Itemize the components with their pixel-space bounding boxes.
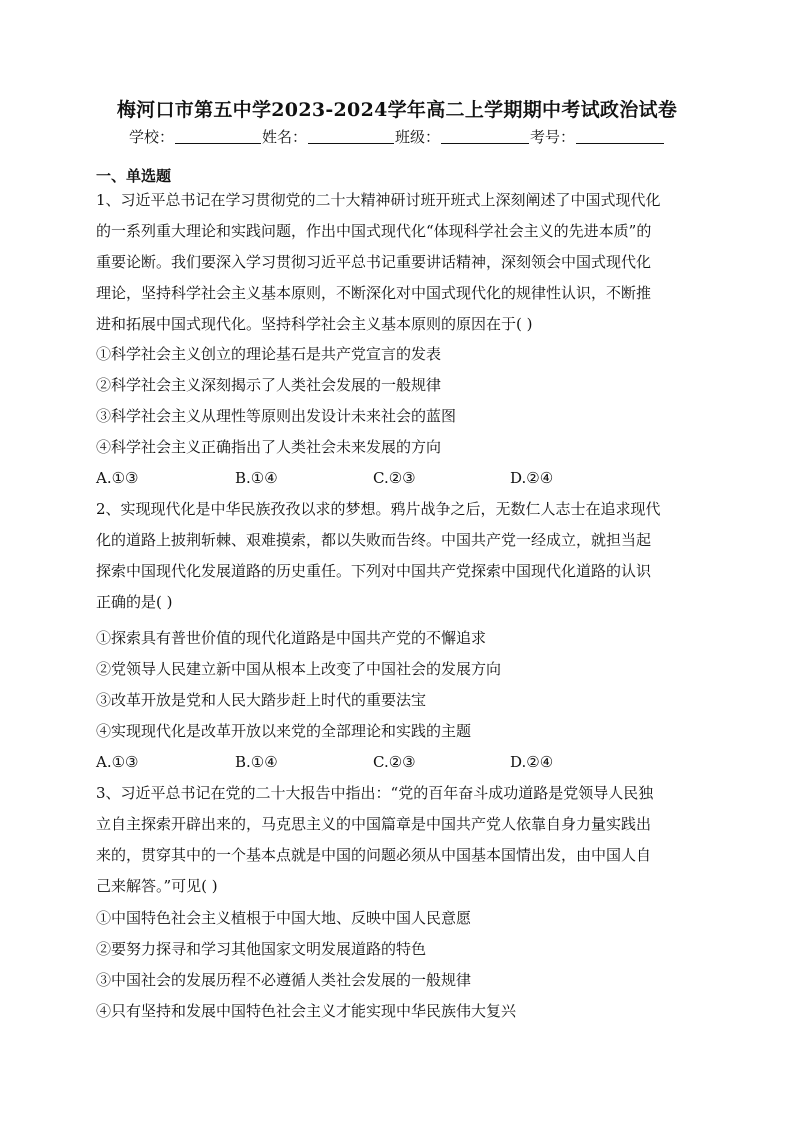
question-line: 1、习近平总书记在学习贯彻党的二十大精神研讨班开班式上深刻阐述了中国式现代化 (96, 191, 661, 209)
question-line: 3、习近平总书记在党的二十大报告中指出：“党的百年奋斗成功道路是党领导人民独 (96, 784, 654, 802)
question-line: 正确的是( ) (96, 593, 173, 611)
question-2-stem (96, 494, 696, 618)
question-1-option-4: ④科学社会主义正确指出了人类社会未来发展的方向 (96, 438, 442, 456)
choice-c[interactable]: C.②③ (373, 753, 416, 771)
question-1-choices (96, 466, 696, 490)
question-line: 的一系列重大理论和实践问题，作出中国式现代化“体现科学社会主义的先进本质”的 (96, 222, 652, 240)
question-line: 进和拓展中国式现代化。坚持科学社会主义基本原则的原因在于( ) (96, 315, 533, 333)
question-2-option-4: ④实现现代化是改革开放以来党的全部理论和实践的主题 (96, 722, 472, 740)
choice-b[interactable]: B.①④ (235, 753, 278, 771)
name-label: 姓名： (261, 128, 307, 146)
choice-a[interactable]: A.①③ (96, 753, 139, 771)
choice-d[interactable]: D.②④ (510, 469, 554, 487)
question-3-option-4: ④只有坚持和发展中国特色社会主义才能实现中华民族伟大复兴 (96, 1002, 517, 1020)
choice-a[interactable]: A.①③ (96, 469, 139, 487)
school-blank[interactable] (175, 127, 261, 144)
question-3-option-1: ①中国特色社会主义植根于中国大地、反映中国人民意愿 (96, 909, 472, 927)
choice-b[interactable]: B.①④ (235, 469, 278, 487)
question-2-option-2: ②党领导人民建立新中国从根本上改变了中国社会的发展方向 (96, 660, 502, 678)
exam-number-blank[interactable] (576, 127, 664, 144)
question-line: 己来解答。”可见( ) (96, 877, 218, 895)
question-3-option-2: ②要努力探寻和学习其他国家文明发展道路的特色 (96, 940, 427, 958)
choice-c[interactable]: C.②③ (373, 469, 416, 487)
question-2-choices (96, 750, 696, 774)
question-line: 重要论断。我们要深入学习贯彻习近平总书记重要讲话精神，深刻领会中国式现代化 (96, 253, 652, 271)
question-line: 探索中国现代化发展道路的历史重任。下列对中国共产党探索中国现代化道路的认识 (96, 562, 652, 580)
page-title: 梅河口市第五中学2023-2024学年高二上学期期中考试政治试卷 (116, 99, 678, 121)
choice-d[interactable]: D.②④ (510, 753, 554, 771)
exam-number-label: 考号： (530, 128, 576, 146)
school-label: 学校： (128, 128, 174, 146)
class-label: 班级： (395, 128, 441, 146)
name-blank[interactable] (308, 127, 394, 144)
class-blank[interactable] (441, 127, 529, 144)
question-1-option-2: ②科学社会主义深刻揭示了人类社会发展的一般规律 (96, 376, 442, 394)
question-3-stem (96, 778, 696, 902)
question-line: 理论，坚持科学社会主义基本原则，不断深化对中国式现代化的规律性认识，不断推 (96, 284, 652, 302)
section-heading: 一、单选题 (96, 167, 172, 185)
question-1-option-3: ③科学社会主义从理性等原则出发设计未来社会的蓝图 (96, 407, 457, 425)
student-info-row (0, 125, 794, 149)
question-1-stem (96, 185, 696, 340)
question-line: 立自主探索开辟出来的，马克思主义的中国篇章是中国共产党人依靠自身力量实践出 (96, 815, 652, 833)
question-2-option-1: ①探索具有普世价值的现代化道路是中国共产党的不懈追求 (96, 629, 487, 647)
question-1-option-1: ①科学社会主义创立的理论基石是共产党宣言的发表 (96, 345, 442, 363)
question-3-option-3: ③中国社会的发展历程不必遵循人类社会发展的一般规律 (96, 971, 472, 989)
question-line: 2、实现现代化是中华民族孜孜以求的梦想。鸦片战争之后，无数仁人志士在追求现代 (96, 500, 661, 518)
question-line: 化的道路上披荆斩棘、艰难摸索，都以失败而告终。中国共产党一经成立，就担当起 (96, 531, 652, 549)
question-2-option-3: ③改革开放是党和人民大踏步赶上时代的重要法宝 (96, 691, 427, 709)
question-line: 来的，贯穿其中的一个基本点就是中国的问题必须从中国基本国情出发，由中国人自 (96, 846, 652, 864)
